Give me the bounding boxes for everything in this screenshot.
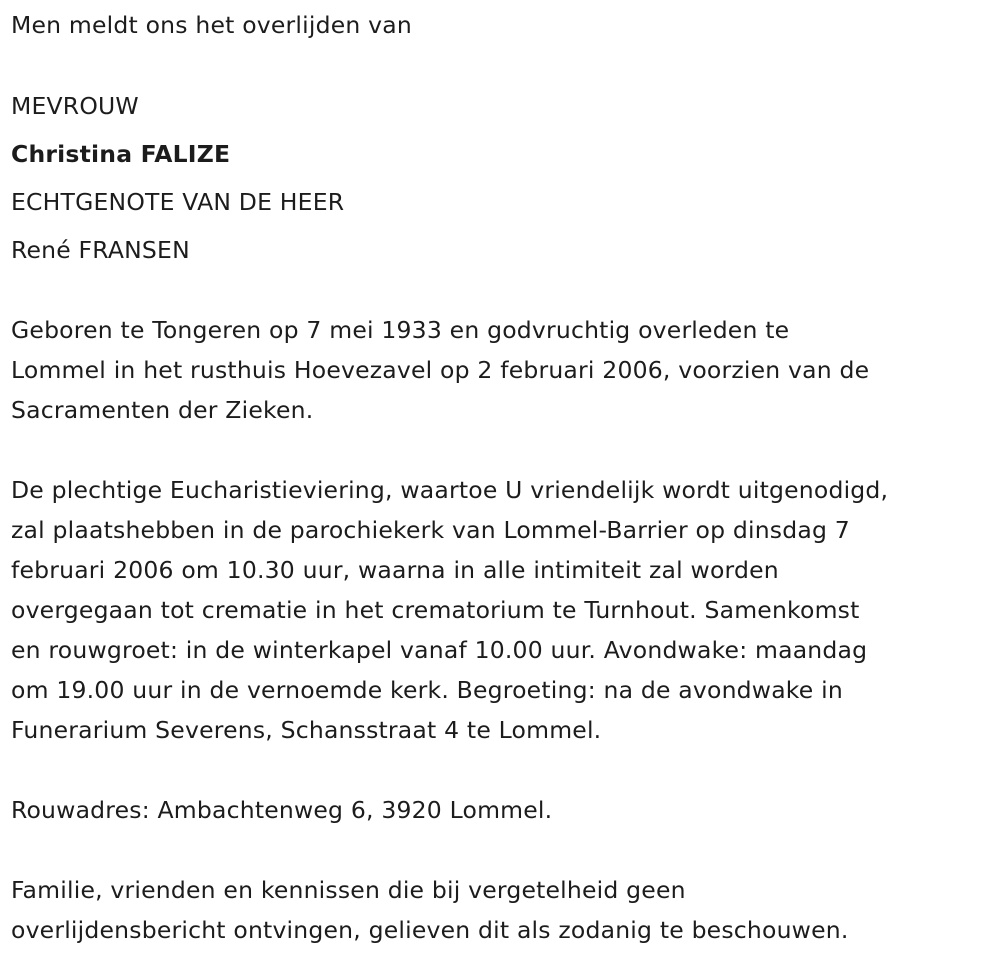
- paragraph-line: Geboren te Tongeren op 7 mei 1933 en godvruchtig overleden te: [11, 316, 790, 344]
- paragraph-line: De plechtige Eucharistieviering, waartoe U vriendelijk wordt uitgenodigd,: [11, 476, 889, 504]
- paragraph-line: overlijdensbericht ontvingen, gelieven dit als zodanig te beschouwen.: [11, 916, 849, 944]
- paragraph-line: Lommel in het rusthuis Hoevezavel op 2 februari 2006, voorzien van de: [11, 356, 870, 384]
- intro-text: Men meldt ons het overlijden van: [11, 11, 412, 39]
- paragraph-line: februari 2006 om 10.30 uur, waarna in alle intimiteit zal worden: [11, 556, 779, 584]
- mourning-address: Rouwadres: Ambachtenweg 6, 3920 Lommel.: [11, 796, 553, 824]
- spouse-label: ECHTGENOTE VAN DE HEER: [11, 188, 345, 216]
- paragraph-line: en rouwgroet: in de winterkapel vanaf 10.00 uur. Avondwake: maandag: [11, 636, 868, 664]
- paragraph-line: zal plaatshebben in de parochiekerk van Lommel-Barrier op dinsdag 7: [11, 516, 850, 544]
- paragraph-line: Funerarium Severens, Schansstraat 4 te Lommel.: [11, 716, 602, 744]
- paragraph-line: overgegaan tot crematie in het crematorium te Turnhout. Samenkomst: [11, 596, 860, 624]
- paragraph-line: Familie, vrienden en kennissen die bij vergetelheid geen: [11, 876, 686, 904]
- paragraph-line: Sacramenten der Zieken.: [11, 396, 314, 424]
- paragraph-line: om 19.00 uur in de vernoemde kerk. Begroeting: na de avondwake in: [11, 676, 843, 704]
- deceased-name: Christina FALIZE: [11, 140, 231, 168]
- title-line: MEVROUW: [11, 92, 139, 120]
- spouse-name: René FRANSEN: [11, 236, 190, 264]
